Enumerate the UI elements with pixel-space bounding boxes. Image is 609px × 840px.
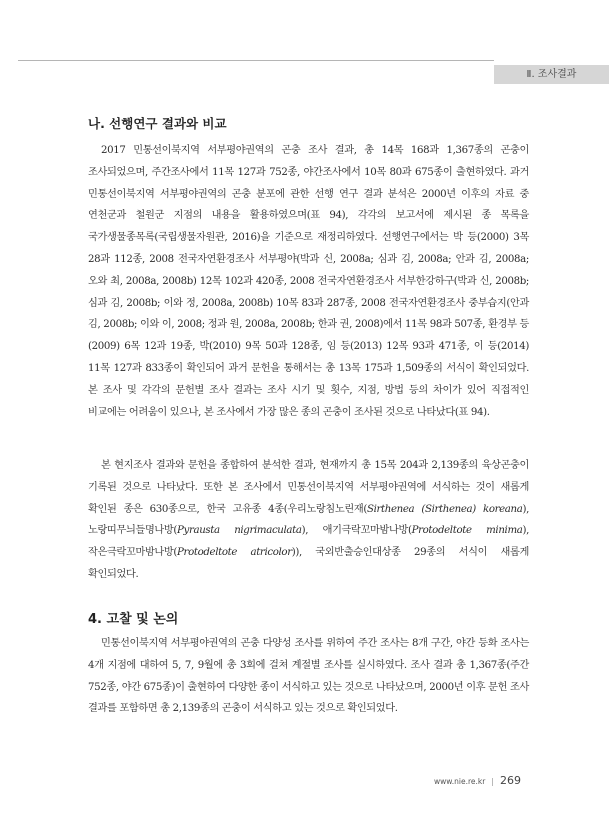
paragraph-1: 2017 민통선이북지역 서부평야권역의 곤충 조사 결과, 총 14목 168과 1,367종의 곤충이 조사되었으며, 주간조사에서 11목 127과 752종, 야간조사에서 10목 80과 675종이 출현하였다. 과거 민통선이북지역 서부평야권역의 곤충 분포에 관한 선행 연구 결과 분석은 2000년 이후의 자료 중 연천군과 철원군 지점의 내용을 활용하였으며(표 94), 각각의 보고서에 제시된 종 목록을 국가생물종목록(국립생물자원관, 2016)을 기준으로 재정리하였다. 선행연구에서는 박 등(2000) 3목 28과 112종, 2008 전국자연환경조사 서부평야(박과 신, 2008a; 심과 김, 2008a; 안과 김, 2008a; 오와 최, 2008a, 2008b) 12목 102과 420종, 2008 전국자연환경조사 서부한강하구(박과 신, 2008b; 심과 김, 2008b; 이와 정, 2008a, 2008b) 10목 83과 287종, 2008 전국자연환경조사 중부습지(안과 김, 2008b; 이와 이, 2008; 정과 원, 2008a, 2008b; 한과 권, 2008)에서 11목 98과 507종, 환경부 등(2009) 6목 12과 19종, 박(2010) 9목 50과 128종, 임 등(2013) 12목 93과 471종, 이 등(2014) 11목 127과 833종이 확인되어 과거 문헌을 통해서는 총 13목 175과 1,509종의 서식이 확인되었다. 본 조사 및 각각의 문헌별 조사 결과는 조사 시기 및 횟수, 지점, 방법 등의 차이가 있어 직접적인 비교에는 어려움이 있으나, 본 조사에서 가장 많은 종의 곤충이 조사된 것으로 나타났다(표 94). [88, 145, 529, 418]
paragraph-2: 본 현지조사 결과와 문헌을 종합하여 분석한 결과, 현재까지 총 15목 204과 2,139종의 육상곤충이 기록된 것으로 나타났다. 또한 본 조사에서 민통선이북지역 서부평야권역에 서식하는 것이 새롭게 확인된 종은 630종으로, 한국 고유종 4종(우리노랑침노린재(Sirthenea (Sirthenea) koreana), 노랑띠무늬들명나방(Pyrausta nigrimaculata), 애기극락꼬마밤나방(Protodeltote minima), 작은극락꼬마밤나방(Protodeltote atricolor)), 국외반출승인대상종 29종의 서식이 새롭게 확인되었다. [88, 460, 529, 580]
page-number: 269 [500, 774, 521, 787]
header-rule [18, 60, 494, 61]
paragraph-3: 민통선이북지역 서부평야권역의 곤충 다양성 조사를 위하여 주간 조사는 8개 구간, 야간 등화 조사는 4개 지점에 대하여 5, 7, 9월에 총 3회에 걸쳐 계절별 조사를 실시하였다. 조사 결과 총 1,367종(주간 752종, 야간 675종)이 출현하여 다양한 종이 서식하고 있는 것으로 나타났으며, 2000년 이후 문헌 조사 결과를 포함하면 총 2,139종의 곤충이 서식하고 있는 것으로 확인되었다. [88, 638, 529, 715]
sub-heading: 나. 선행연구 결과와 비교 [88, 116, 227, 131]
footer-separator: | [491, 777, 494, 786]
page-footer [434, 769, 521, 788]
section-heading: 4. 고찰 및 논의 [88, 612, 179, 627]
running-head: Ⅱ. 조사결과 [494, 65, 609, 84]
footer-website: www.nie.re.kr [434, 777, 486, 786]
